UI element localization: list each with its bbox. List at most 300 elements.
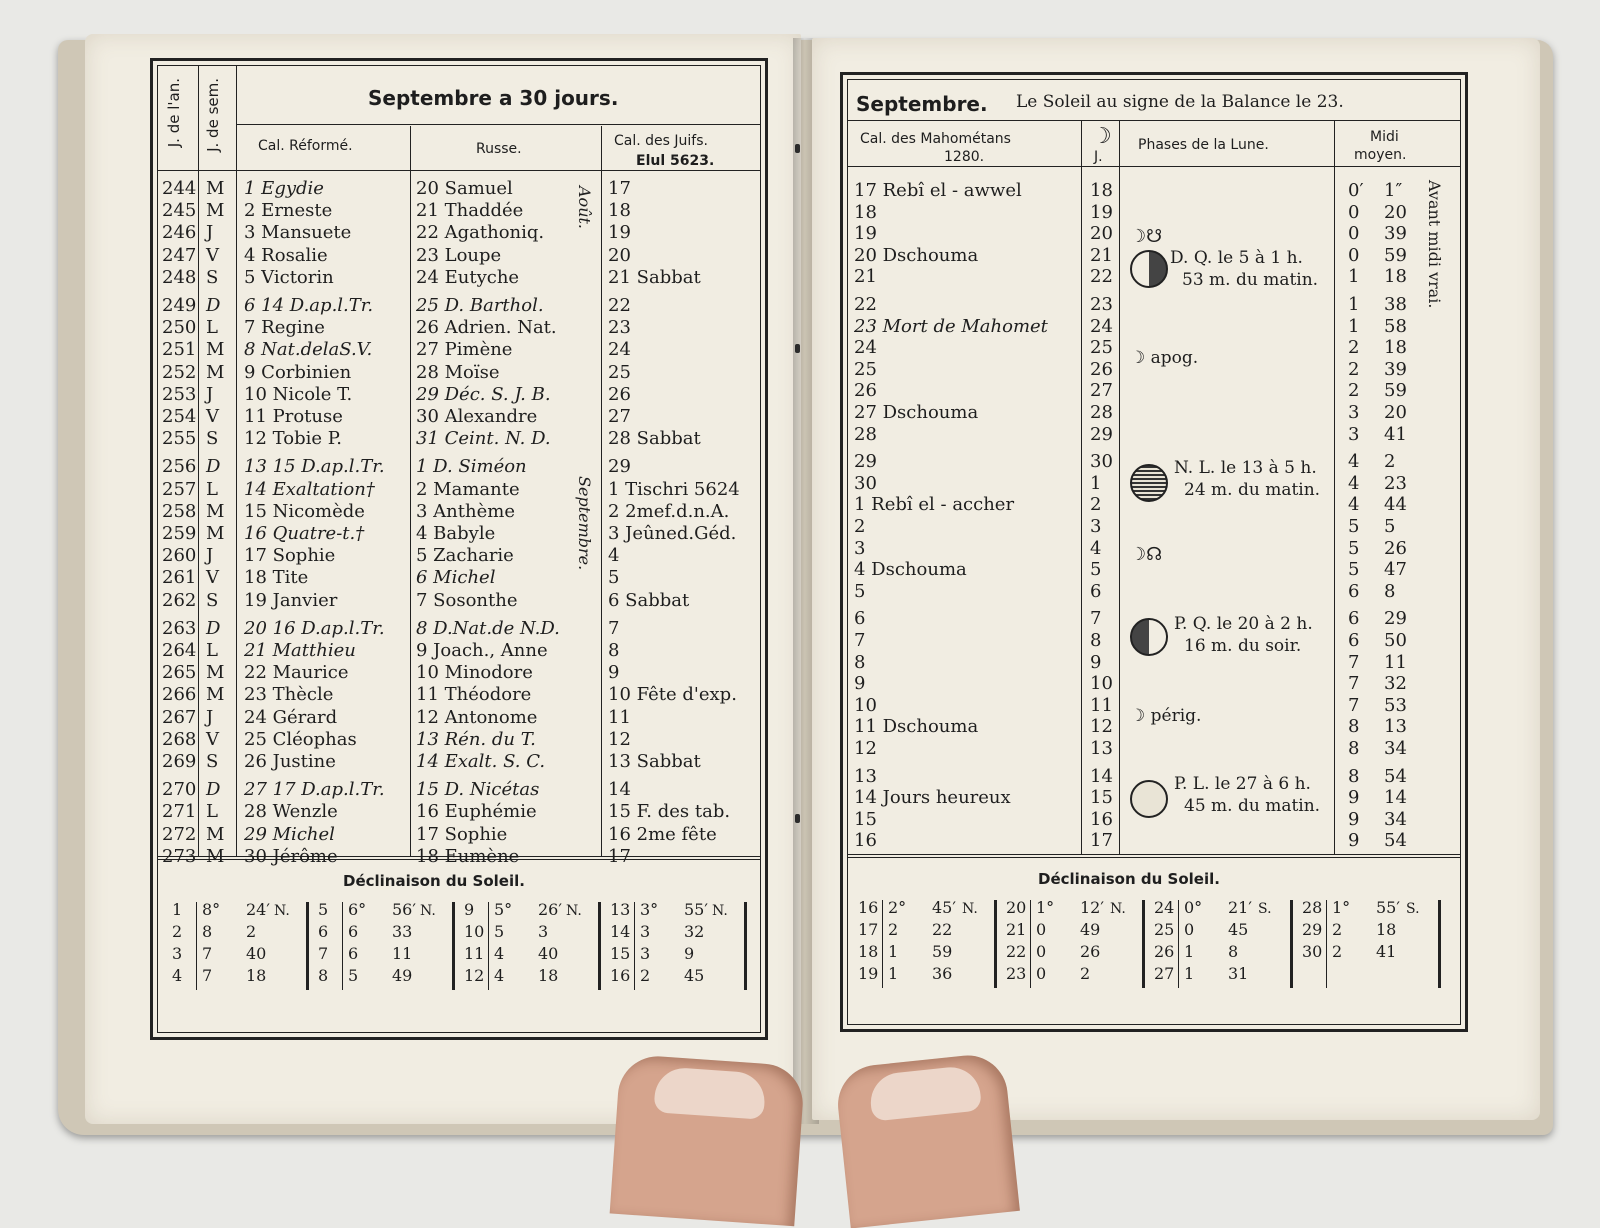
declinaison-deg: 1 bbox=[1184, 964, 1195, 983]
jewish-entry: 14 bbox=[608, 779, 631, 801]
declinaison-d: 20 bbox=[1006, 898, 1027, 917]
calendar-row bbox=[158, 267, 760, 289]
declinaison-min: 24′ bbox=[246, 900, 270, 919]
calendar-row bbox=[848, 180, 1460, 202]
declinaison-d: 30 bbox=[1302, 942, 1323, 961]
weekday: L bbox=[206, 640, 218, 661]
russian-entry: 17 Sophie bbox=[416, 823, 508, 845]
midi-minutes: 8 bbox=[1348, 738, 1360, 759]
declinaison-min: 18 bbox=[538, 966, 559, 985]
russian-entry: 30 Alexandre bbox=[416, 406, 538, 427]
julian-day: 18 bbox=[1090, 180, 1113, 201]
reformed-entry: 12 Tobie P. bbox=[244, 428, 342, 450]
jewish-entry: 29 bbox=[608, 456, 631, 478]
midi-minutes: 6 bbox=[1348, 580, 1360, 602]
mahometan-entry: 1 Rebî el - accher bbox=[854, 494, 1015, 516]
midi-minutes: 1 bbox=[1348, 266, 1360, 288]
mahometan-entry: 8 bbox=[854, 651, 866, 673]
midi-seconds: 59 bbox=[1384, 380, 1407, 402]
declinaison-deg: 8 bbox=[202, 922, 213, 941]
calendar-row bbox=[158, 406, 760, 428]
phase-perigee: ☽ périg. bbox=[1130, 706, 1202, 726]
declinaison-d: 17 bbox=[858, 920, 879, 939]
calendar-row bbox=[158, 618, 760, 640]
weekday: M bbox=[206, 823, 225, 845]
left-table-frame bbox=[150, 58, 768, 1040]
left-declinaison-title: Déclinaison du Soleil. bbox=[343, 872, 525, 890]
day-of-year: 245 bbox=[162, 200, 197, 222]
jewish-entry: 5 bbox=[608, 567, 620, 589]
midi-minutes: 4 bbox=[1348, 451, 1360, 473]
jewish-entry: 17 bbox=[608, 178, 631, 199]
julian-day: 14 bbox=[1090, 765, 1113, 787]
declinaison-block bbox=[858, 900, 1000, 992]
midi-seconds: 32 bbox=[1384, 673, 1407, 695]
jewish-entry: 26 bbox=[608, 383, 631, 405]
reformed-entry: 15 Nicomède bbox=[244, 500, 365, 522]
declinaison-deg: 0 bbox=[1036, 920, 1047, 939]
day-of-year: 247 bbox=[162, 244, 197, 266]
phase-dq-line2: 53 m. du matin. bbox=[1182, 270, 1319, 290]
calendar-row bbox=[848, 294, 1460, 316]
julian-day: 5 bbox=[1090, 559, 1102, 581]
russe-month-aout: Août. bbox=[575, 186, 594, 230]
day-of-year: 270 bbox=[162, 779, 197, 801]
julian-day: 7 bbox=[1090, 608, 1102, 630]
midi-minutes: 0′ bbox=[1348, 180, 1364, 201]
midi-seconds: 13 bbox=[1384, 716, 1407, 738]
reformed-entry: 30 Jérôme bbox=[244, 845, 338, 867]
reformed-entry: 22 Maurice bbox=[244, 662, 349, 684]
day-of-year: 261 bbox=[162, 567, 197, 589]
declinaison-d: 25 bbox=[1154, 920, 1175, 939]
russe-month-septembre: Septembre. bbox=[575, 476, 594, 571]
declinaison-d: 28 bbox=[1302, 898, 1323, 917]
midi-seconds: 39 bbox=[1384, 223, 1407, 245]
declinaison-direction: N. bbox=[712, 903, 728, 919]
reformed-entry: 10 Nicole T. bbox=[244, 383, 353, 405]
day-of-year: 269 bbox=[162, 751, 197, 772]
declinaison-d: 7 bbox=[318, 944, 329, 963]
russian-entry: 15 D. Nicétas bbox=[416, 779, 540, 801]
reformed-entry: 19 Janvier bbox=[244, 589, 338, 611]
declinaison-d: 5 bbox=[318, 900, 329, 919]
julian-day: 13 bbox=[1090, 738, 1113, 759]
russian-entry: 4 Babyle bbox=[416, 523, 496, 544]
declinaison-block bbox=[1006, 900, 1148, 992]
midi-seconds: 38 bbox=[1384, 294, 1407, 315]
declinaison-deg: 5 bbox=[348, 966, 359, 985]
declinaison-deg: 2 bbox=[888, 920, 899, 939]
midi-minutes: 1 bbox=[1348, 294, 1360, 315]
reformed-entry: 2 Erneste bbox=[244, 200, 333, 222]
declinaison-deg: 4 bbox=[494, 944, 505, 963]
calendar-row bbox=[848, 673, 1460, 695]
calendar-row bbox=[158, 479, 760, 501]
weekday: M bbox=[206, 361, 225, 383]
declinaison-deg: 6 bbox=[348, 922, 359, 941]
julian-day: 19 bbox=[1090, 201, 1113, 223]
julian-day: 26 bbox=[1090, 358, 1113, 380]
col-cal-juifs: Cal. des Juifs. bbox=[614, 133, 708, 149]
mahometan-entry: 18 bbox=[854, 201, 877, 223]
declinaison-d: 26 bbox=[1154, 942, 1175, 961]
reformed-entry: 11 Protuse bbox=[244, 406, 343, 427]
declinaison-min: 22 bbox=[932, 920, 953, 939]
weekday: M bbox=[206, 684, 225, 706]
phase-pq-line1: P. Q. le 20 à 2 h. bbox=[1174, 614, 1313, 634]
calendar-row bbox=[158, 362, 760, 384]
col-russe: Russe. bbox=[476, 141, 522, 157]
julian-day: 20 bbox=[1090, 223, 1113, 245]
calendar-row bbox=[848, 830, 1460, 852]
weekday: L bbox=[206, 478, 218, 500]
julian-day: 17 bbox=[1090, 830, 1113, 852]
jewish-entry: 23 bbox=[608, 317, 631, 339]
midi-minutes: 6 bbox=[1348, 608, 1360, 630]
russian-entry: 26 Adrien. Nat. bbox=[416, 317, 557, 339]
russian-entry: 8 D.Nat.de N.D. bbox=[416, 617, 560, 639]
declinaison-deg: 0 bbox=[1036, 964, 1047, 983]
jewish-entry: 2 2mef.d.n.A. bbox=[608, 500, 730, 522]
mahometan-entry: 16 bbox=[854, 830, 877, 852]
weekday: M bbox=[206, 845, 225, 867]
declinaison-block bbox=[318, 902, 458, 994]
col-jour-de-semaine: J. de sem. bbox=[204, 78, 222, 152]
declinaison-deg: 4 bbox=[494, 966, 505, 985]
julian-day: 21 bbox=[1090, 244, 1113, 266]
declinaison-direction: N. bbox=[1110, 901, 1126, 917]
phase-pq-line2: 16 m. du soir. bbox=[1184, 636, 1302, 656]
weekday: M bbox=[206, 200, 225, 222]
calendar-row bbox=[158, 295, 760, 317]
col-midi: Midi bbox=[1370, 129, 1399, 145]
midi-seconds: 18 bbox=[1384, 266, 1407, 288]
right-table-frame bbox=[840, 72, 1468, 1032]
calendar-row bbox=[158, 779, 760, 801]
reformed-entry: 13 15 D.ap.l.Tr. bbox=[244, 456, 385, 478]
russian-entry: 29 Déc. S. J. B. bbox=[416, 383, 551, 405]
declinaison-d: 15 bbox=[610, 944, 631, 963]
reformed-entry: 20 16 D.ap.l.Tr. bbox=[244, 617, 385, 639]
mahometan-entry: 21 bbox=[854, 266, 877, 288]
reformed-entry: 17 Sophie bbox=[244, 545, 336, 567]
declinaison-min: 11 bbox=[392, 944, 413, 963]
declinaison-direction: S. bbox=[1258, 901, 1272, 917]
julian-day: 25 bbox=[1090, 337, 1113, 359]
midi-minutes: 6 bbox=[1348, 630, 1360, 651]
declinaison-d: 6 bbox=[318, 922, 329, 941]
weekday: D bbox=[206, 295, 221, 316]
day-of-year: 264 bbox=[162, 640, 197, 661]
calendar-row bbox=[848, 581, 1460, 603]
first-quarter-moon-icon bbox=[1130, 618, 1168, 656]
declinaison-min: 56′ bbox=[392, 900, 416, 919]
calendar-row bbox=[158, 751, 760, 773]
reformed-entry: 7 Regine bbox=[244, 317, 325, 339]
phase-nl-line1: N. L. le 13 à 5 h. bbox=[1174, 458, 1317, 478]
midi-minutes: 9 bbox=[1348, 808, 1360, 830]
weekday: M bbox=[206, 523, 225, 544]
calendar-row bbox=[848, 424, 1460, 446]
weekday: L bbox=[206, 801, 218, 823]
midi-minutes: 2 bbox=[1348, 380, 1360, 402]
calendar-row bbox=[158, 523, 760, 545]
mahometan-entry: 30 bbox=[854, 472, 877, 494]
day-of-year: 246 bbox=[162, 222, 197, 244]
reformed-entry: 16 Quatre-t.† bbox=[244, 523, 365, 544]
declinaison-min: 45 bbox=[684, 966, 705, 985]
calendar-row bbox=[158, 317, 760, 339]
russian-entry: 28 Moïse bbox=[416, 361, 500, 383]
weekday: M bbox=[206, 662, 225, 684]
declinaison-d: 1 bbox=[172, 900, 183, 919]
declinaison-min: 59 bbox=[932, 942, 953, 961]
declinaison-deg: 1° bbox=[1036, 898, 1055, 917]
russian-entry: 16 Euphémie bbox=[416, 801, 537, 823]
russian-entry: 21 Thaddée bbox=[416, 200, 524, 222]
calendar-row bbox=[848, 380, 1460, 402]
russian-entry: 10 Minodore bbox=[416, 662, 533, 684]
declinaison-direction: S. bbox=[1406, 901, 1420, 917]
declinaison-min: 2 bbox=[246, 922, 257, 941]
mahometan-entry: 28 bbox=[854, 423, 877, 445]
russian-entry: 22 Agathoniq. bbox=[416, 222, 545, 244]
mahometan-entry: 17 Rebî el - awwel bbox=[854, 180, 1022, 201]
col-jour-de-lan: J. de l'an. bbox=[165, 78, 183, 148]
declinaison-d: 13 bbox=[610, 900, 631, 919]
declinaison-deg: 6 bbox=[348, 944, 359, 963]
declinaison-deg: 2 bbox=[640, 966, 651, 985]
reformed-entry: 29 Michel bbox=[244, 823, 335, 845]
col-jour: J. bbox=[1094, 149, 1103, 165]
reformed-entry: 14 Exaltation† bbox=[244, 478, 375, 500]
declinaison-direction: N. bbox=[962, 901, 978, 917]
day-of-year: 271 bbox=[162, 801, 197, 823]
weekday: J bbox=[206, 222, 214, 244]
reformed-entry: 8 Nat.delaS.V. bbox=[244, 339, 373, 361]
midi-minutes: 5 bbox=[1348, 559, 1360, 581]
day-of-year: 256 bbox=[162, 456, 197, 478]
calendar-row bbox=[158, 846, 760, 868]
jewish-entry: 6 Sabbat bbox=[608, 589, 690, 611]
calendar-row bbox=[158, 801, 760, 823]
weekday: V bbox=[206, 567, 219, 589]
midi-seconds: 8 bbox=[1384, 580, 1396, 602]
day-of-year: 248 bbox=[162, 266, 197, 288]
midi-seconds: 26 bbox=[1384, 537, 1407, 559]
moon-node-ascending: ☽☊ bbox=[1130, 544, 1163, 565]
weekday: V bbox=[206, 244, 219, 266]
russian-entry: 25 D. Barthol. bbox=[416, 295, 544, 316]
mahometan-entry: 15 bbox=[854, 808, 877, 830]
declinaison-d: 12 bbox=[464, 966, 485, 985]
calendar-row bbox=[158, 339, 760, 361]
mahometan-entry: 25 bbox=[854, 358, 877, 380]
phase-nl-line2: 24 m. du matin. bbox=[1184, 480, 1321, 500]
midi-seconds: 44 bbox=[1384, 494, 1407, 516]
day-of-year: 257 bbox=[162, 478, 197, 500]
julian-day: 23 bbox=[1090, 294, 1113, 315]
midi-minutes: 7 bbox=[1348, 694, 1360, 716]
midi-seconds: 20 bbox=[1384, 402, 1407, 423]
weekday: J bbox=[206, 706, 214, 728]
declinaison-d: 27 bbox=[1154, 964, 1175, 983]
left-page-title: Septembre a 30 jours. bbox=[368, 86, 619, 110]
calendar-row bbox=[158, 384, 760, 406]
day-of-year: 252 bbox=[162, 361, 197, 383]
declinaison-min: 36 bbox=[932, 964, 953, 983]
declinaison-d: 9 bbox=[464, 900, 475, 919]
declinaison-deg: 1 bbox=[888, 942, 899, 961]
russian-entry: 7 Sosonthe bbox=[416, 589, 518, 611]
mahometan-entry: 9 bbox=[854, 673, 866, 695]
midi-minutes: 7 bbox=[1348, 673, 1360, 695]
jewish-entry: 3 Jeûned.Géd. bbox=[608, 523, 737, 544]
midi-seconds: 2 bbox=[1384, 451, 1396, 473]
day-of-year: 251 bbox=[162, 339, 197, 361]
day-of-year: 268 bbox=[162, 728, 197, 750]
phase-pl-line1: P. L. le 27 à 6 h. bbox=[1174, 774, 1311, 794]
declinaison-d: 16 bbox=[858, 898, 879, 917]
declinaison-deg: 0 bbox=[1184, 920, 1195, 939]
day-of-year: 273 bbox=[162, 845, 197, 867]
weekday: J bbox=[206, 383, 214, 405]
declinaison-deg: 5 bbox=[494, 922, 505, 941]
day-of-year: 263 bbox=[162, 617, 197, 639]
declinaison-min: 55′ bbox=[1376, 898, 1400, 917]
weekday: D bbox=[206, 779, 221, 801]
declinaison-direction: N. bbox=[566, 903, 582, 919]
declinaison-d: 22 bbox=[1006, 942, 1027, 961]
jewish-entry: 22 bbox=[608, 295, 631, 316]
calendar-row bbox=[158, 222, 760, 244]
midi-minutes: 9 bbox=[1348, 830, 1360, 852]
declinaison-min: 8 bbox=[1228, 942, 1239, 961]
reformed-entry: 28 Wenzle bbox=[244, 801, 338, 823]
calendar-row bbox=[158, 729, 760, 751]
reformed-entry: 1 Egydie bbox=[244, 178, 324, 199]
declinaison-d: 14 bbox=[610, 922, 631, 941]
mahometan-entry: 13 bbox=[854, 765, 877, 787]
midi-minutes: 9 bbox=[1348, 787, 1360, 809]
phase-apogee: ☽ apog. bbox=[1130, 348, 1199, 368]
declinaison-deg: 2° bbox=[888, 898, 907, 917]
calendar-row bbox=[848, 516, 1460, 538]
mahometan-entry: 2 bbox=[854, 516, 866, 537]
phase-pl-line2: 45 m. du matin. bbox=[1184, 796, 1321, 816]
mahometan-entry: 19 bbox=[854, 223, 877, 245]
mahometan-entry: 11 Dschouma bbox=[854, 716, 979, 738]
jewish-entry: 20 bbox=[608, 244, 631, 266]
julian-day: 22 bbox=[1090, 266, 1113, 288]
declinaison-deg: 1 bbox=[1184, 942, 1195, 961]
day-of-year: 265 bbox=[162, 662, 197, 684]
russian-entry: 18 Eumène bbox=[416, 845, 520, 867]
jewish-entry: 13 Sabbat bbox=[608, 751, 701, 772]
mahometan-entry: 12 bbox=[854, 738, 877, 759]
jewish-entry: 21 Sabbat bbox=[608, 266, 701, 288]
declinaison-min: 9 bbox=[684, 944, 695, 963]
calendar-row bbox=[158, 501, 760, 523]
midi-seconds: 53 bbox=[1384, 694, 1407, 716]
col-mahometans-year: 1280. bbox=[944, 149, 985, 165]
midi-minutes: 3 bbox=[1348, 423, 1360, 445]
julian-day: 15 bbox=[1090, 787, 1113, 809]
declinaison-min: 2 bbox=[1080, 964, 1091, 983]
russian-entry: 13 Rén. du T. bbox=[416, 728, 536, 750]
declinaison-min: 41 bbox=[1376, 942, 1397, 961]
russian-entry: 24 Eutyche bbox=[416, 266, 520, 288]
julian-day: 8 bbox=[1090, 630, 1102, 651]
russian-entry: 23 Loupe bbox=[416, 244, 502, 266]
julian-day: 10 bbox=[1090, 673, 1113, 695]
declinaison-block bbox=[610, 902, 750, 994]
midi-minutes: 7 bbox=[1348, 651, 1360, 673]
col-cal-reforme: Cal. Réformé. bbox=[258, 138, 353, 154]
midi-minutes: 5 bbox=[1348, 516, 1360, 537]
jewish-entry: 24 bbox=[608, 339, 631, 361]
weekday: V bbox=[206, 406, 219, 427]
reformed-entry: 18 Tite bbox=[244, 567, 309, 589]
declinaison-d: 11 bbox=[464, 944, 485, 963]
russian-entry: 3 Anthème bbox=[416, 500, 515, 522]
julian-day: 16 bbox=[1090, 808, 1113, 830]
reformed-entry: 21 Matthieu bbox=[244, 640, 356, 661]
julian-day: 6 bbox=[1090, 580, 1102, 602]
jewish-entry: 25 bbox=[608, 361, 631, 383]
russian-entry: 14 Exalt. S. C. bbox=[416, 751, 546, 772]
julian-day: 28 bbox=[1090, 402, 1113, 423]
jewish-entry: 4 bbox=[608, 545, 620, 567]
mahometan-entry: 4 Dschouma bbox=[854, 559, 967, 581]
day-of-year: 253 bbox=[162, 383, 197, 405]
declinaison-deg: 7 bbox=[202, 966, 213, 985]
midi-seconds: 5 bbox=[1384, 516, 1396, 537]
declinaison-d: 18 bbox=[858, 942, 879, 961]
calendar-row bbox=[158, 707, 760, 729]
mahometan-entry: 27 Dschouma bbox=[854, 402, 979, 423]
calendar-row bbox=[158, 178, 760, 200]
declinaison-block bbox=[1154, 900, 1296, 992]
calendar-row bbox=[158, 456, 760, 478]
right-page-subtitle: Le Soleil au signe de la Balance le 23. bbox=[1016, 92, 1344, 112]
midi-seconds: 58 bbox=[1384, 315, 1407, 337]
jewish-entry: 18 bbox=[608, 200, 631, 222]
russian-entry: 20 Samuel bbox=[416, 178, 513, 199]
midi-seconds: 34 bbox=[1384, 738, 1407, 759]
julian-day: 27 bbox=[1090, 380, 1113, 402]
moon-header-icon: ☽ bbox=[1092, 124, 1112, 149]
declinaison-min: 26 bbox=[1080, 942, 1101, 961]
declinaison-min: 40 bbox=[246, 944, 267, 963]
reformed-entry: 24 Gérard bbox=[244, 706, 338, 728]
weekday: M bbox=[206, 500, 225, 522]
mahometan-entry: 20 Dschouma bbox=[854, 244, 979, 266]
weekday: L bbox=[206, 317, 218, 339]
midi-seconds: 23 bbox=[1384, 472, 1407, 494]
day-of-year: 262 bbox=[162, 589, 197, 611]
calendar-row bbox=[158, 640, 760, 662]
declinaison-min: 26′ bbox=[538, 900, 562, 919]
reformed-entry: 4 Rosalie bbox=[244, 244, 328, 266]
calendar-row bbox=[158, 545, 760, 567]
declinaison-min: 18 bbox=[1376, 920, 1397, 939]
right-page bbox=[812, 38, 1540, 1120]
julian-day: 4 bbox=[1090, 537, 1102, 559]
declinaison-deg: 1° bbox=[1332, 898, 1351, 917]
declinaison-d: 19 bbox=[858, 964, 879, 983]
